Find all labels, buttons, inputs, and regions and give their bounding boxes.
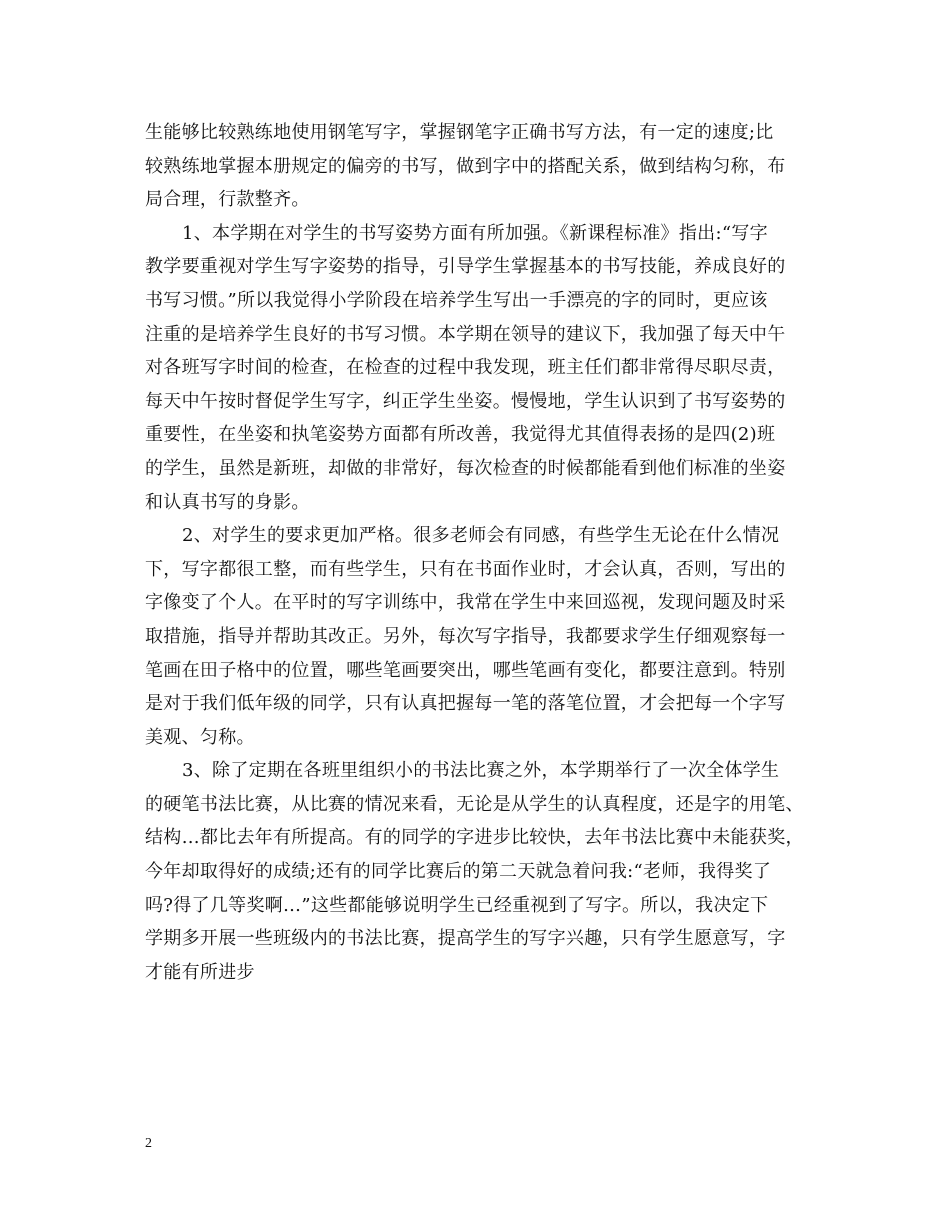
paragraph-3 bbox=[145, 519, 805, 754]
text-line: 才能有所进步 bbox=[145, 961, 255, 983]
text-line: 和认真书写的身影。 bbox=[145, 491, 310, 513]
text-line: 下，写字都很工整，而有些学生，只有在书面作业时，才会认真，否则，写出的 bbox=[145, 558, 786, 580]
text-line: 生能够比较熟练地使用钢笔写字，掌握钢笔字正确书写方法，有一定的速度;比 bbox=[145, 122, 774, 143]
text-line: 每天中午按时督促学生写字，纠正学生坐姿。慢慢地，学生认识到了书写姿势的 bbox=[145, 390, 786, 412]
paragraph-4 bbox=[145, 754, 805, 989]
page-number: 2 bbox=[145, 1136, 152, 1151]
text-line: 较熟练地掌握本册规定的偏旁的书写，做到字中的搭配关系，做到结构匀称，布 bbox=[145, 155, 786, 177]
paragraph-2 bbox=[145, 217, 805, 519]
text-line: 的硬笔书法比赛，从比赛的情况来看，无论是从学生的认真程度，还是字的用笔、 bbox=[145, 793, 804, 815]
text-line: 结构…都比去年有所提高。有的同学的字进步比较快，去年书法比赛中未能获奖， bbox=[145, 827, 804, 849]
text-line: 书写习惯。”所以我觉得小学阶段在培养学生写出一手漂亮的字的同时，更应该 bbox=[145, 289, 768, 311]
document-body bbox=[145, 116, 805, 989]
text-line: 局合理，行款整齐。 bbox=[145, 189, 310, 211]
text-line: 吗?得了几等奖啊…”这些都能够说明学生已经重视到了写字。所以，我决定下 bbox=[145, 894, 769, 916]
text-line: 取措施，指导并帮助其改正。另外，每次写字指导，我都要求学生仔细观察每一 bbox=[145, 625, 786, 647]
text-line: 重要性，在坐姿和执笔姿势方面都有所改善，我觉得尤其值得表扬的是四(2)班 bbox=[145, 424, 776, 446]
text-line: 的学生，虽然是新班，却做的非常好，每次检查的时候都能看到他们标准的坐姿 bbox=[145, 457, 786, 479]
text-line: 美观、匀称。 bbox=[145, 726, 255, 748]
text-line: 今年却取得好的成绩;还有的同学比赛后的第二天就急着问我:“老师，我得奖了 bbox=[145, 861, 772, 883]
paragraph-1 bbox=[145, 116, 805, 217]
text-line: 1、本学期在对学生的书写姿势方面有所加强。《新课程标准》指出:“写字 bbox=[182, 222, 768, 244]
text-line: 2、对学生的要求更加严格。很多老师会有同感，有些学生无论在什么情况 bbox=[182, 525, 780, 547]
text-line: 教学要重视对学生写字姿势的指导，引导学生掌握基本的书写技能，养成良好的 bbox=[145, 256, 786, 278]
text-line: 是对于我们低年级的同学，只有认真把握每一笔的落笔位置，才会把每一个字写 bbox=[145, 693, 786, 715]
text-line: 笔画在田子格中的位置，哪些笔画要突出，哪些笔画有变化，都要注意到。特别 bbox=[145, 659, 786, 681]
text-line: 字像变了个人。在平时的写字训练中，我常在学生中来回巡视，发现问题及时采 bbox=[145, 592, 786, 614]
text-line: 3、除了定期在各班里组织小的书法比赛之外，本学期举行了一次全体学生 bbox=[182, 760, 780, 782]
text-line: 对各班写字时间的检查，在检查的过程中我发现，班主任们都非常得尽职尽责， bbox=[145, 357, 786, 379]
text-line: 学期多开展一些班级内的书法比赛，提高学生的写字兴趣，只有学生愿意写，字 bbox=[145, 928, 786, 950]
text-line: 注重的是培养学生良好的书写习惯。本学期在领导的建议下，我加强了每天中午 bbox=[145, 323, 786, 345]
